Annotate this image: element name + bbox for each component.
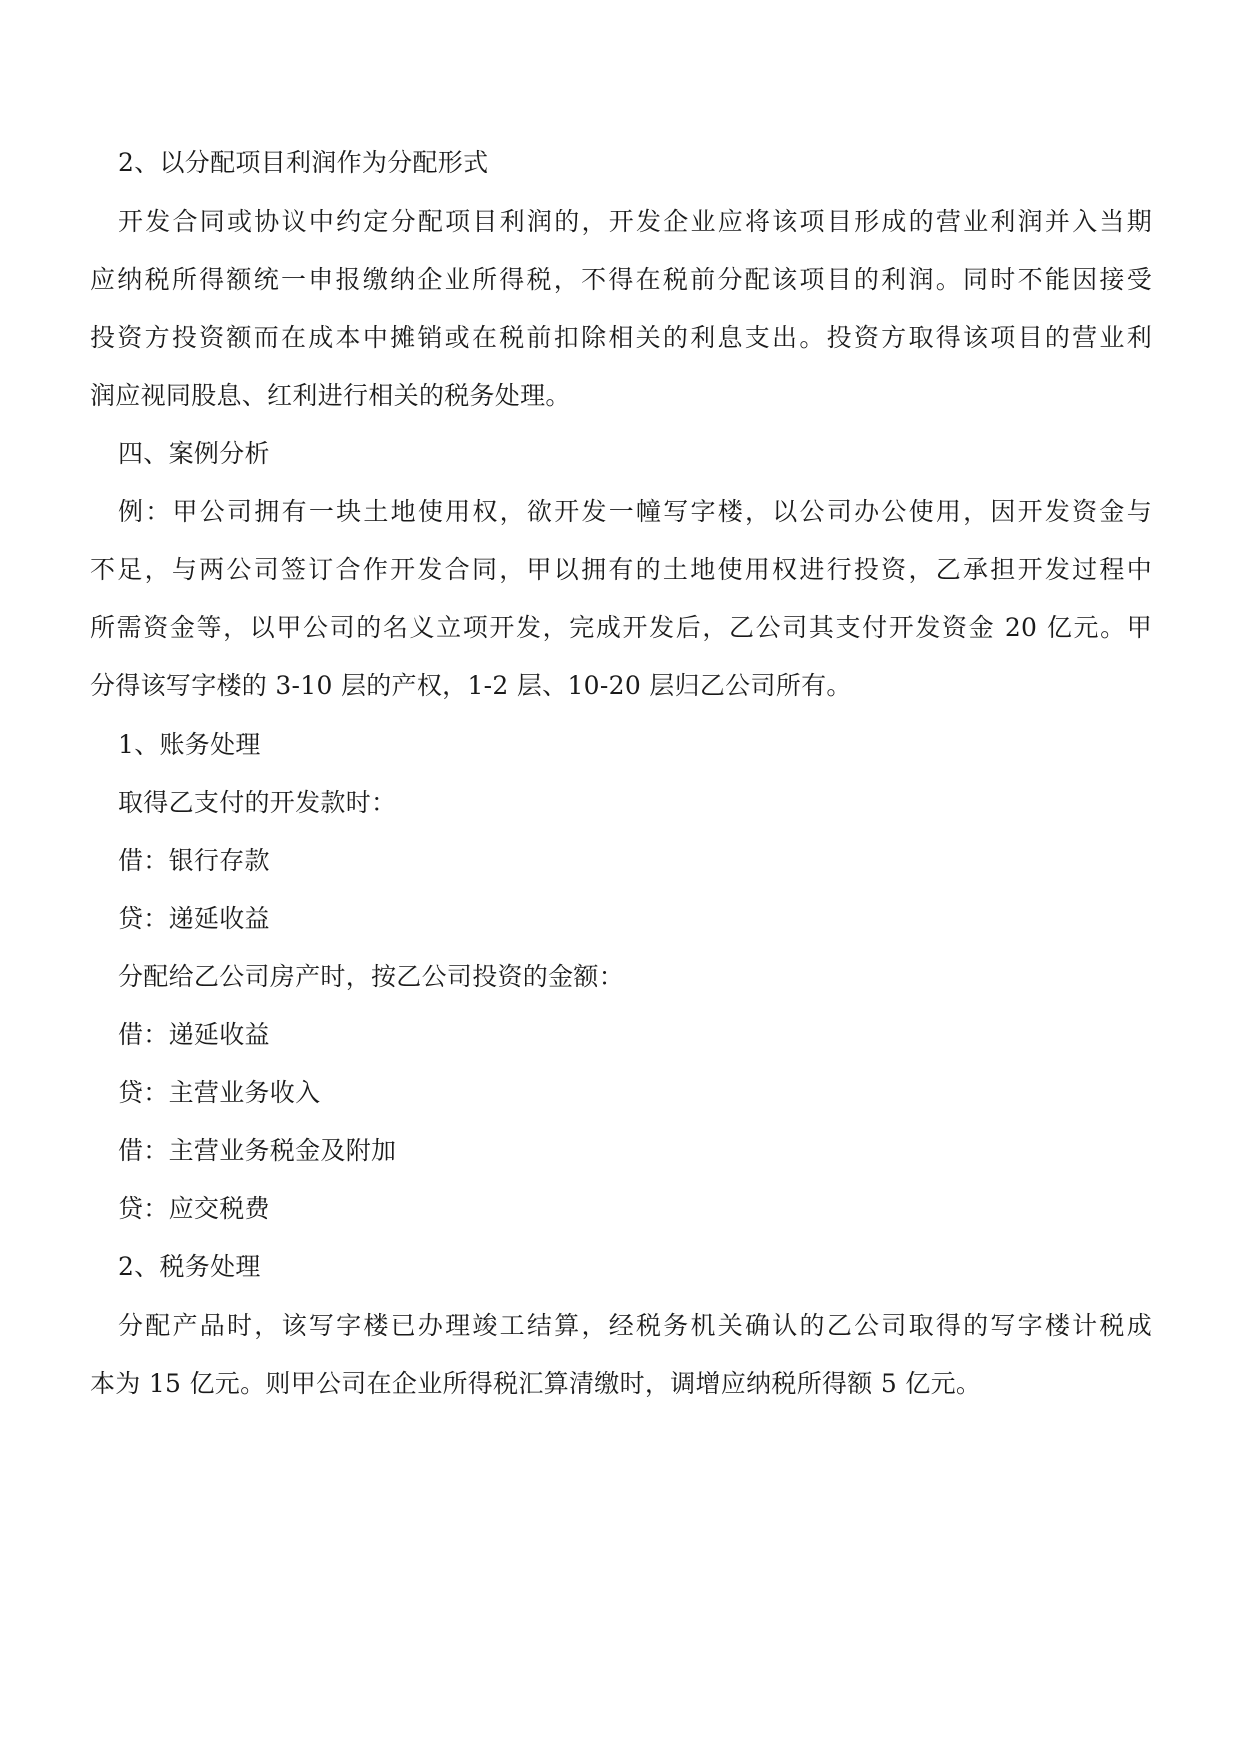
- ledger-entry: 借：递延收益: [118, 1020, 270, 1049]
- paragraph-line: 开发合同或协议中约定分配项目利润的，开发企业应将该项目形成的营业利润并入当期: [118, 207, 1152, 236]
- paragraph-line: 润应视同股息、红利进行相关的税务处理。: [90, 381, 571, 410]
- paragraph-line: 不足，与两公司签订合作开发合同，甲以拥有的土地使用权进行投资，乙承担开发过程中: [90, 555, 1152, 584]
- section-heading: 四、案例分析: [118, 439, 270, 468]
- paragraph-line: 分配产品时，该写字楼已办理竣工结算，经税务机关确认的乙公司取得的写字楼计税成: [118, 1311, 1152, 1340]
- paragraph-line: 所需资金等，以甲公司的名义立项开发，完成开发后，乙公司其支付开发资金 20 亿元。甲: [90, 613, 1152, 642]
- section-heading: 1、账务处理: [118, 730, 261, 759]
- paragraph-line: 应纳税所得额统一申报缴纳企业所得税，不得在税前分配该项目的利润。同时不能因接受: [90, 265, 1152, 294]
- paragraph-line: 投资方投资额而在成本中摊销或在税前扣除相关的利息支出。投资方取得该项目的营业利: [90, 323, 1152, 352]
- ledger-entry: 借：主营业务税金及附加: [118, 1136, 397, 1165]
- ledger-entry: 贷：递延收益: [118, 904, 270, 933]
- ledger-entry: 贷：主营业务收入: [118, 1078, 321, 1107]
- ledger-entry: 借：银行存款: [118, 846, 270, 875]
- ledger-entry: 贷：应交税费: [118, 1194, 270, 1223]
- paragraph-line: 分配给乙公司房产时，按乙公司投资的金额：: [118, 962, 625, 991]
- section-heading: 2、以分配项目利润作为分配形式: [118, 148, 489, 177]
- paragraph-line: 本为 15 亿元。则甲公司在企业所得税汇算清缴时，调增应纳税所得额 5 亿元。: [90, 1369, 982, 1398]
- section-heading: 2、税务处理: [118, 1252, 261, 1281]
- paragraph-line: 例：甲公司拥有一块土地使用权，欲开发一幢写字楼，以公司办公使用，因开发资金与: [118, 497, 1152, 526]
- paragraph-line: 取得乙支付的开发款时：: [118, 788, 397, 817]
- paragraph-line: 分得该写字楼的 3-10 层的产权，1-2 层、10-20 层归乙公司所有。: [90, 671, 852, 700]
